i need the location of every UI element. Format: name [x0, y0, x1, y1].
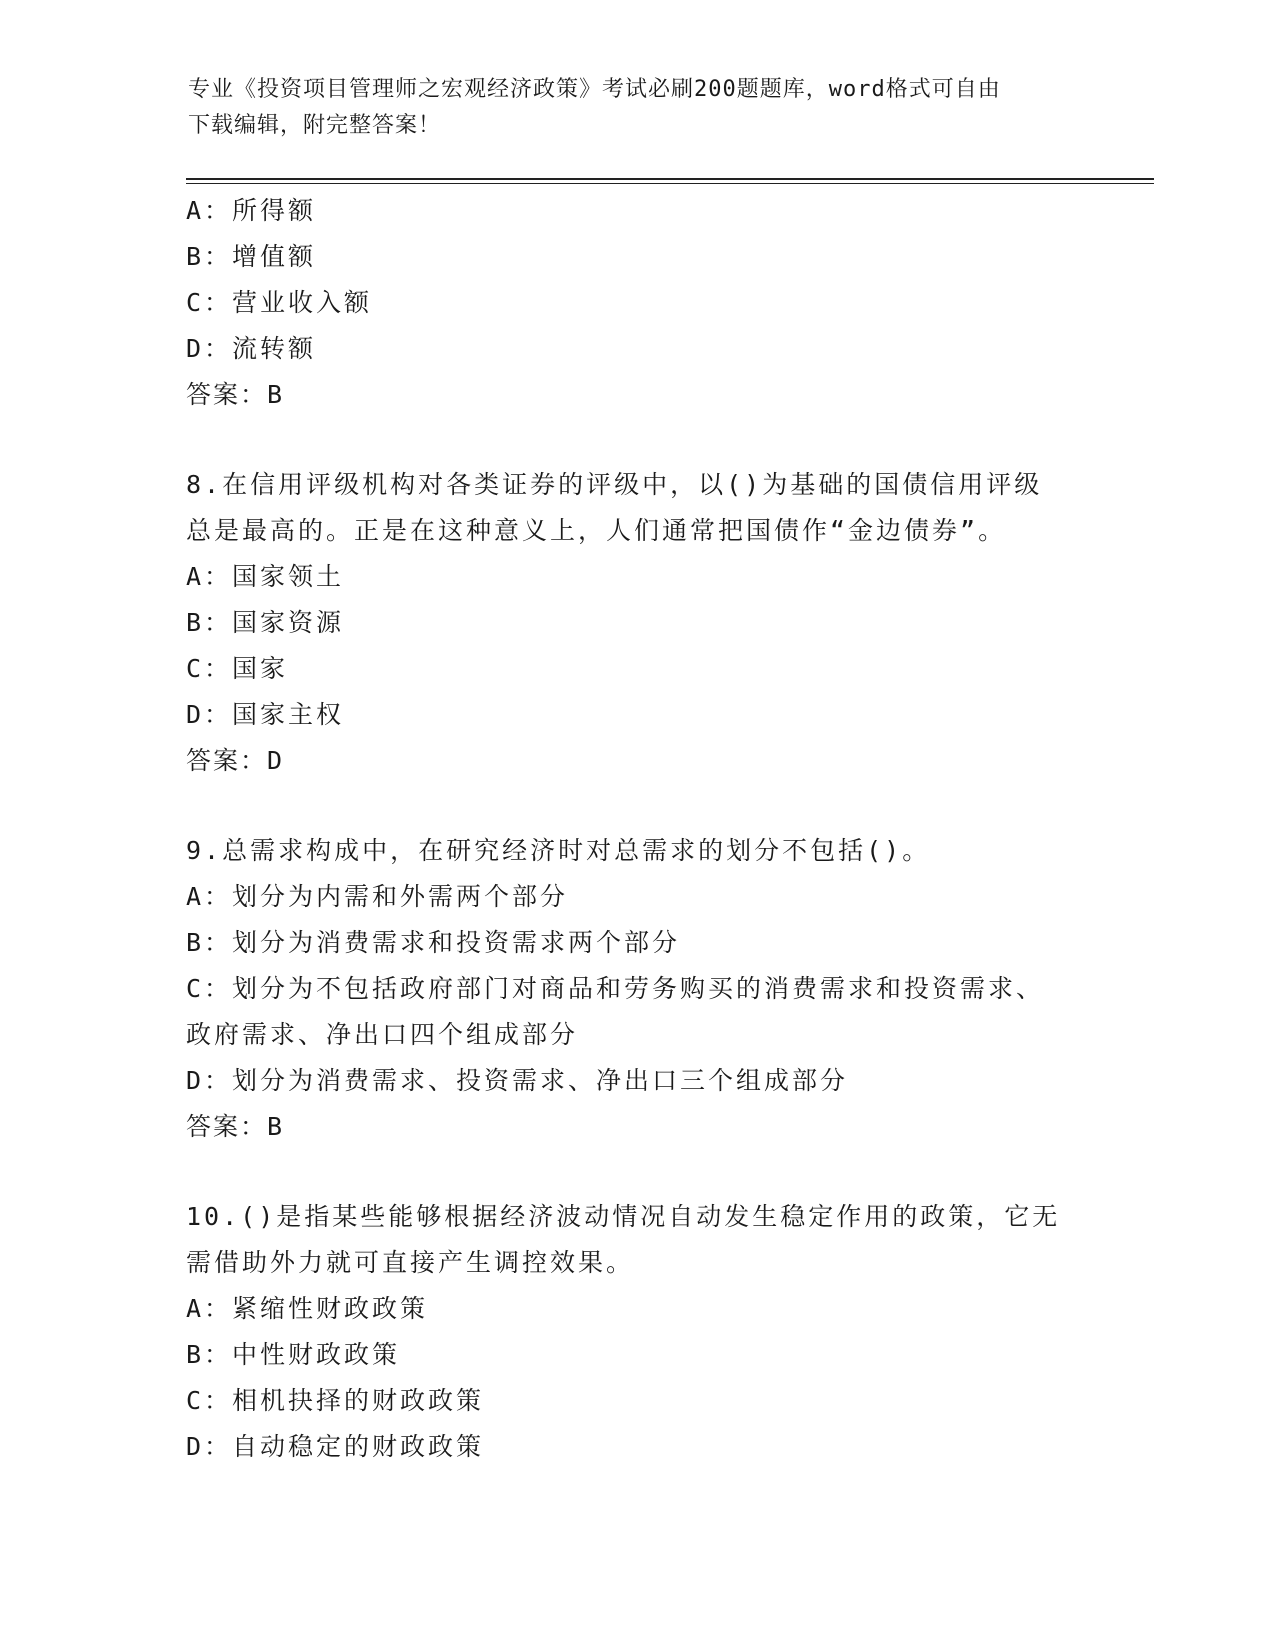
- question-stem-line-1: 9.总需求构成中，在研究经济时对总需求的划分不包括()。: [186, 836, 931, 865]
- document-header: [188, 72, 1088, 144]
- option-a: A：紧缩性财政政策: [186, 1294, 429, 1323]
- spacer: [186, 784, 1146, 828]
- option-d: D：划分为消费需求、投资需求、净出口三个组成部分: [186, 1066, 849, 1095]
- answer: 答案：B: [186, 1112, 285, 1141]
- header-divider-thick: [186, 178, 1154, 180]
- option-d: D：流转额: [186, 334, 317, 363]
- option-a: A：划分为内需和外需两个部分: [186, 882, 569, 911]
- question-stem-line-2: 需借助外力就可直接产生调控效果。: [186, 1248, 635, 1277]
- option-c: C：相机抉择的财政政策: [186, 1386, 485, 1415]
- answer: 答案：B: [186, 380, 285, 409]
- header-line-2: 下载编辑，附完整答案！: [188, 113, 442, 138]
- header-divider-thin: [186, 183, 1154, 184]
- option-c: C：营业收入额: [186, 288, 373, 317]
- header-line-1: 专业《投资项目管理师之宏观经济政策》考试必刷200题题库，word格式可自由: [188, 77, 1001, 102]
- question-8: [186, 462, 1146, 784]
- question-stem-line-2: 总是最高的。正是在这种意义上，人们通常把国债作“金边债券”。: [186, 516, 1007, 545]
- question-9: [186, 828, 1146, 1150]
- question-7: [186, 188, 1146, 418]
- option-a: A：国家领土: [186, 562, 345, 591]
- spacer: [186, 418, 1146, 462]
- option-a: A：所得额: [186, 196, 317, 225]
- option-b: B：划分为消费需求和投资需求两个部分: [186, 928, 681, 957]
- spacer: [186, 1150, 1146, 1194]
- question-stem-line-1: 8.在信用评级机构对各类证券的评级中，以()为基础的国债信用评级: [186, 470, 1043, 499]
- question-10: [186, 1194, 1146, 1470]
- option-b: B：增值额: [186, 242, 317, 271]
- option-c-continued: 政府需求、净出口四个组成部分: [186, 1020, 579, 1049]
- answer: 答案：D: [186, 746, 285, 775]
- option-d: D：国家主权: [186, 700, 345, 729]
- question-list: [186, 188, 1146, 1470]
- option-c: C：国家: [186, 654, 289, 683]
- option-b: B：中性财政政策: [186, 1340, 401, 1369]
- option-d: D：自动稳定的财政政策: [186, 1432, 485, 1461]
- question-stem-line-1: 10.()是指某些能够根据经济波动情况自动发生稳定作用的政策，它无: [186, 1202, 1061, 1231]
- option-b: B：国家资源: [186, 608, 345, 637]
- option-c: C：划分为不包括政府部门对商品和劳务购买的消费需求和投资需求、: [186, 974, 1045, 1003]
